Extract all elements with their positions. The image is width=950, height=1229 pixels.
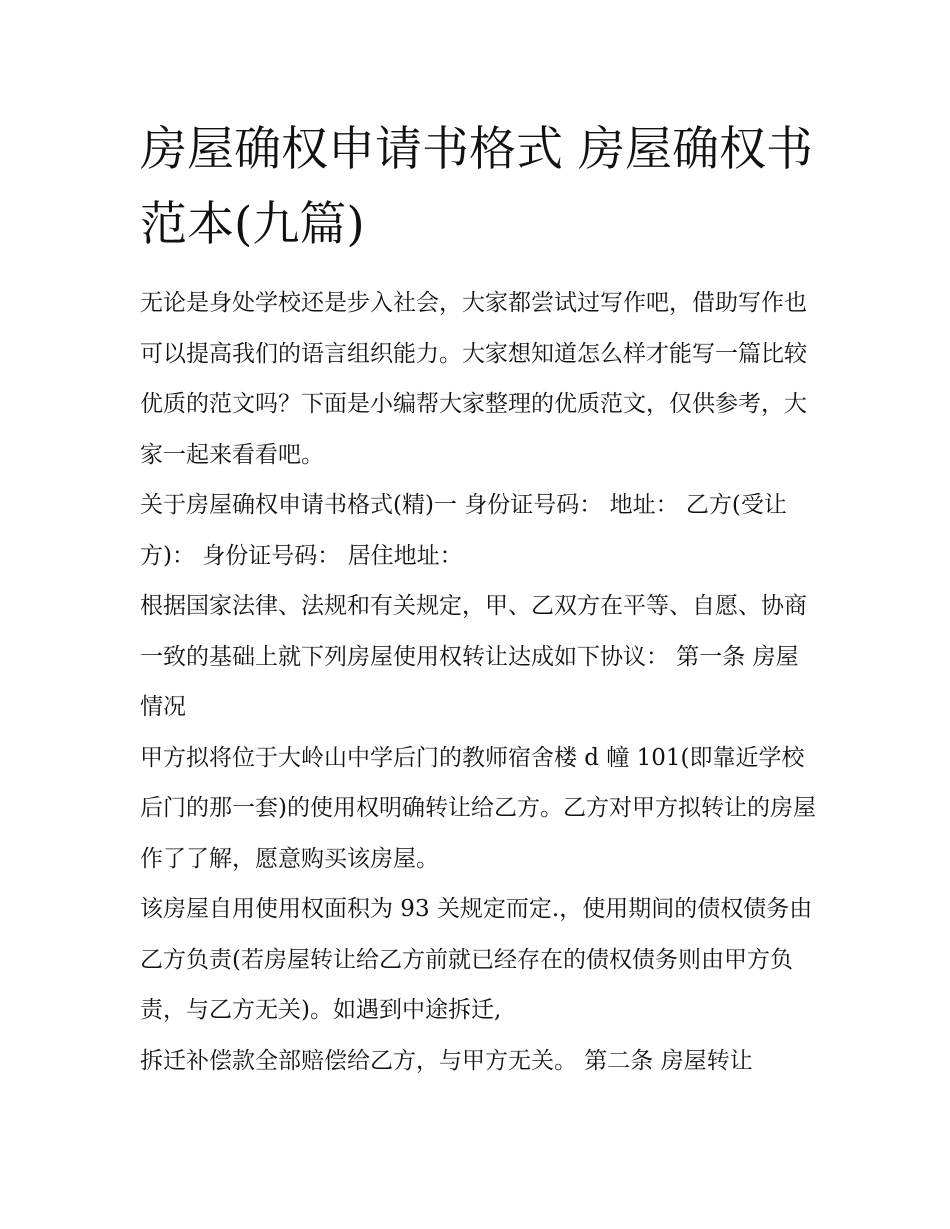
- paragraph-intro: 无论是身处学校还是步入社会，大家都尝试过写作吧，借助写作也可以提高我们的语言组织能力。大家想知道怎么样才能写一篇比较优质的范文吗？下面是小编帮大家整理的优质范文，仅供参考，大家一起来看看吧。: [140, 290, 807, 468]
- document-page: [140, 112, 816, 1086]
- paragraph-parties: 关于房屋确权申请书格式(精)一 身份证号码： 地址： 乙方(受让方)： 身份证号码： 居住地址：: [140, 492, 787, 569]
- paragraph-house-info: 甲方拟将位于大岭山中学后门的教师宿舍楼 d 幢 101(即靠近学校后门的那一套)的使用权明确转让给乙方。乙方对甲方拟转让的房屋作了了解，愿意购买该房屋。: [140, 744, 816, 872]
- paragraph-area-debt: 该房屋自用使用权面积为 93 关规定而定.，使用期间的债权债务由乙方负责(若房屋转让给乙方前就已经存在的债权债务则由甲方负责，与乙方无关)。如遇到中途拆迁,: [140, 896, 813, 1023]
- paragraph-compensation: 拆迁补偿款全部赔偿给乙方，与甲方无关。 第二条 房屋转让: [140, 1047, 753, 1074]
- paragraph-agreement: 根据国家法律、法规和有关规定，甲、乙双方在平等、自愿、协商一致的基础上就下列房屋使用权转让达成如下协议： 第一条 房屋情况: [140, 593, 807, 720]
- document-title: 房屋确权申请书格式 房屋确权书范本(九篇): [140, 122, 813, 252]
